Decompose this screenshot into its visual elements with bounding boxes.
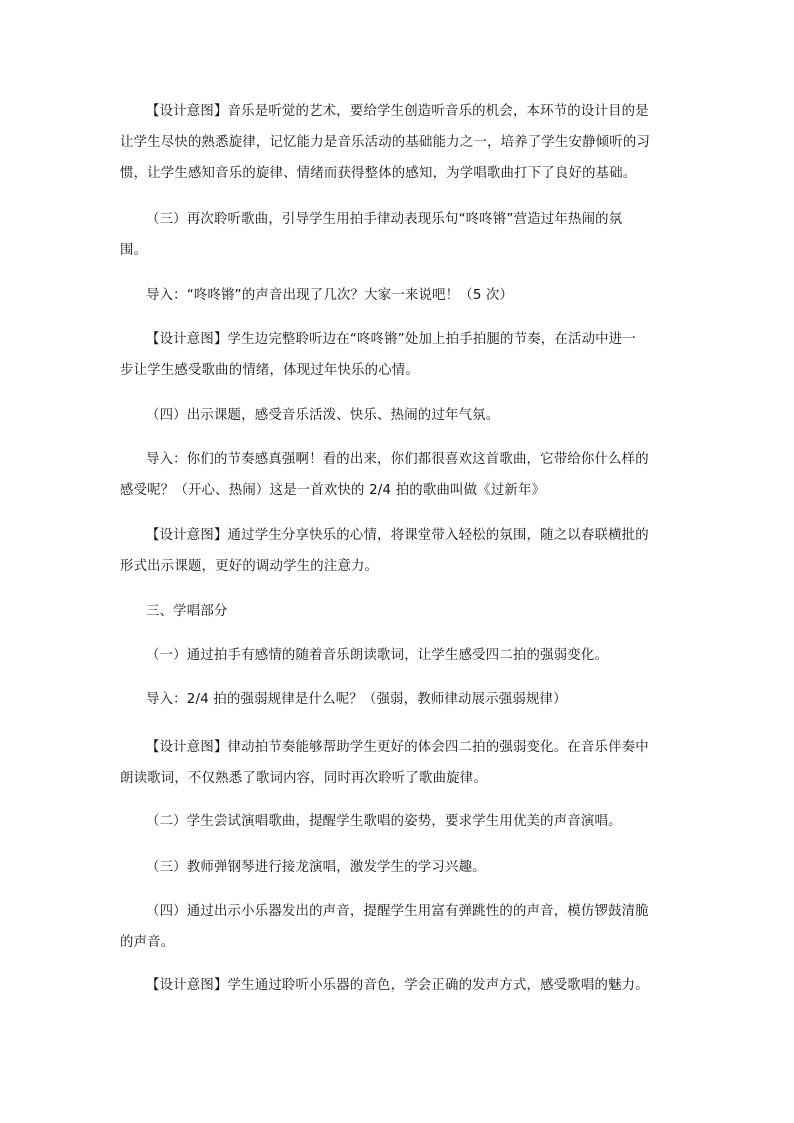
paragraph-design-intent-1 [120,96,668,189]
paragraph-design-intent-3 [120,520,668,582]
text-line: 导入：2/4 拍的强弱规律是什么呢？（强弱，教师律动展示强弱规律） [146,692,567,707]
text-line: 的声音。 [120,935,175,950]
text-line: 围。 [120,243,148,258]
paragraph-step-4 [120,400,668,431]
text-line: 惯，让学生感知音乐的旋律、情绪而获得整体的感知，为学唱歌曲打下了良好的基础。 [120,166,637,181]
paragraph-step-3 [120,204,668,266]
paragraph-design-intent-2 [120,324,668,386]
paragraph-singing-step-3 [120,852,668,883]
text-line: 【设计意图】通过学生分享快乐的心情，将课堂带入轻松的氛围，随之以春联横批的 [146,528,649,543]
text-line: （三）教师弹钢琴进行接龙演唱，激发学生的学习兴趣。 [146,860,486,875]
text-line: 形式出示课题，更好的调动学生的注意力。 [120,559,379,574]
paragraph-singing-step-4 [120,896,668,958]
text-line: 【设计意图】学生边完整聆听边在“咚咚锵”处加上拍手拍腿的节奏，在活动中进一 [146,332,636,347]
paragraph-design-intent-5 [120,970,668,1001]
text-line: 感受呢？（开心、热闹）这是一首欢快的 2/4 拍的歌曲叫做《过新年》 [120,483,546,498]
text-line: 【设计意图】音乐是听觉的艺术，要给学生创造听音乐的机会，本环节的设计目的是 [146,104,649,119]
text-line: （三）再次聆听歌曲，引导学生用拍手律动表现乐句“咚咚锵”营造过年热闹的氛 [146,212,623,227]
paragraph-design-intent-4 [120,732,668,794]
text-line: 朗读歌词，不仅熟悉了歌词内容，同时再次聆听了歌曲旋律。 [120,771,487,786]
text-line: 【设计意图】律动拍节奏能够帮助学生更好的体会四二拍的强弱变化。在音乐伴奏中 [146,740,649,755]
paragraph-intro-2 [120,444,668,506]
paragraph-singing-step-1 [120,640,668,671]
paragraph-intro-3 [120,684,668,715]
text-line: 让学生尽快的熟悉旋律，记忆能力是音乐活动的基础能力之一，培养了学生安静倾听的习 [120,135,651,150]
text-line: 【设计意图】学生通过聆听小乐器的音色，学会正确的发声方式，感受歌唱的魅力。 [146,978,649,993]
text-line: （二）学生尝试演唱歌曲，提醒学生歌唱的姿势，要求学生用优美的声音演唱。 [146,814,622,829]
text-line: 步让学生感受歌曲的情绪，体现过年快乐的心情。 [120,363,419,378]
text-line: （一）通过拍手有感情的随着音乐朗读歌词，让学生感受四二拍的强弱变化。 [146,648,609,663]
text-line: （四）通过出示小乐器发出的声音，提醒学生用富有弹跳性的的声音，模仿锣鼓清脆 [146,904,649,919]
text-line: 导入：“咚咚锵”的声音出现了几次？大家一来说吧！（5 次） [146,288,514,303]
paragraph-intro-1 [120,280,668,311]
section-heading-singing [120,596,668,627]
text-line: 导入：你们的节奏感真强啊！看的出来，你们都很喜欢这首歌曲，它带给你什么样的 [146,452,649,467]
text-line: （四）出示课题，感受音乐活泼、快乐、热闹的过年气氛。 [146,408,500,423]
paragraph-singing-step-2 [120,806,668,837]
text-line: 三、学唱部分 [146,604,228,619]
